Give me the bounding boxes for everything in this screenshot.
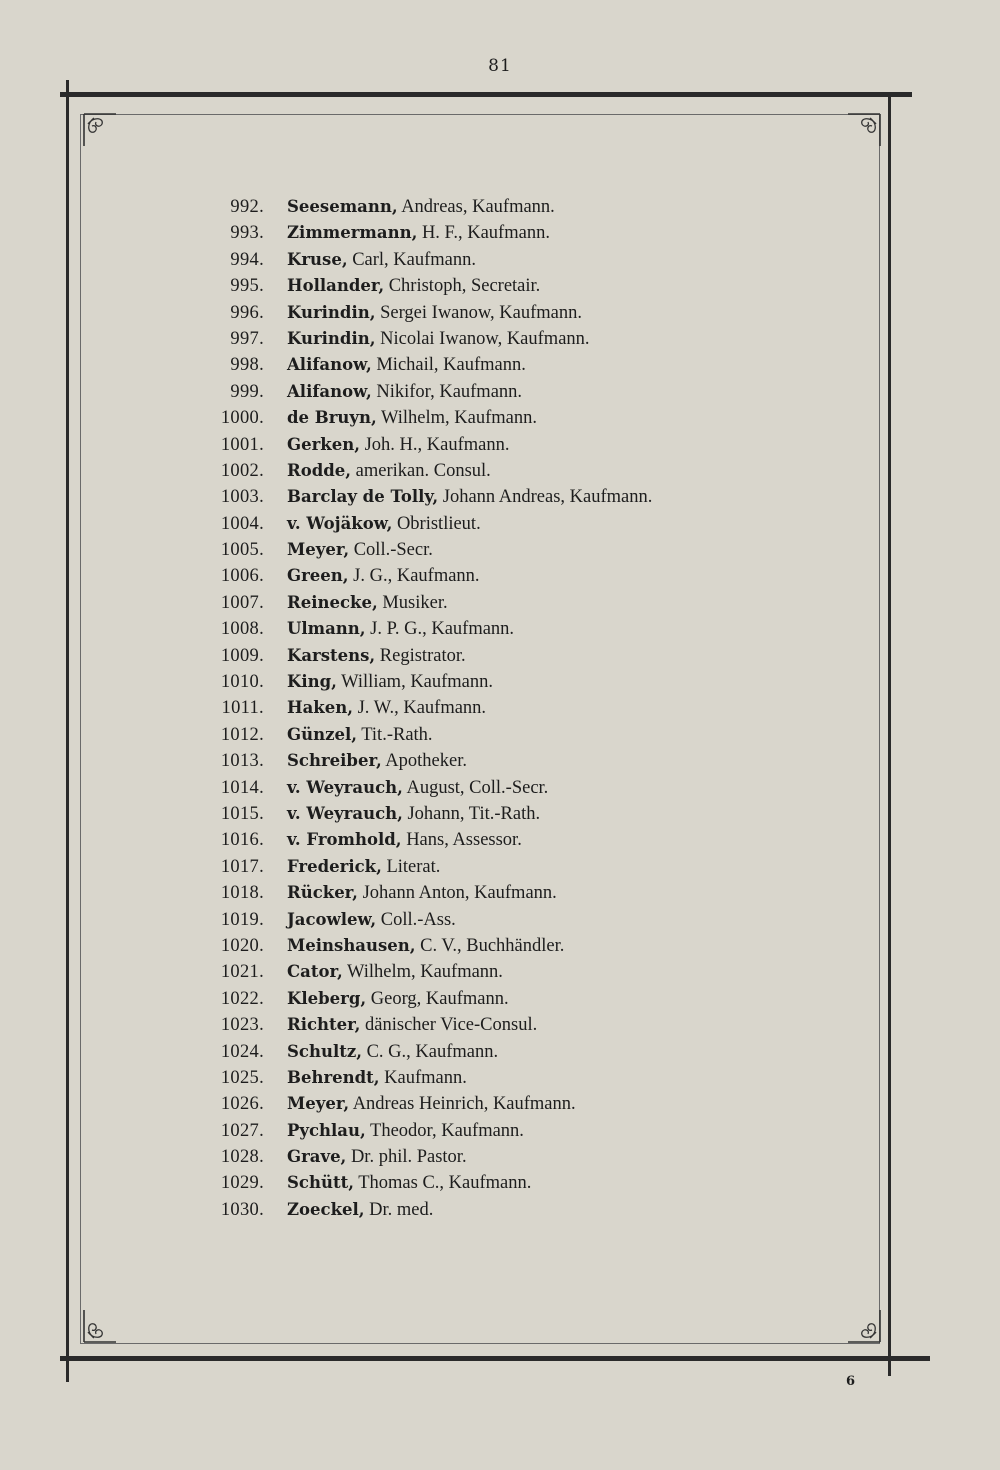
- list-item: [200, 643, 840, 669]
- entry-details: H. F., Kaufmann.: [417, 223, 550, 244]
- entry-details: Nicolai Iwanow, Kaufmann.: [375, 328, 590, 349]
- list-item: [200, 1118, 840, 1144]
- list-item: [200, 590, 840, 616]
- list-item: [200, 1144, 840, 1170]
- entry-number: 1008.: [220, 619, 264, 640]
- list-item: [200, 511, 840, 537]
- entry-surname: Rodde,: [287, 460, 352, 480]
- entry-surname: v. Weyrauch,: [287, 803, 403, 823]
- list-item: [200, 405, 840, 431]
- entry-details: Kaufmann.: [379, 1067, 467, 1088]
- entry-number: 1000.: [220, 408, 264, 429]
- list-item: [200, 432, 840, 458]
- entry-number: 1003.: [220, 487, 264, 508]
- entry-details: Andreas, Kaufmann.: [397, 197, 555, 217]
- entry-details: Joh. H., Kaufmann.: [359, 434, 510, 455]
- entry-details: Obristlieut.: [392, 513, 481, 534]
- entry-details: Christoph, Secretair.: [384, 276, 541, 297]
- list-item: [200, 326, 840, 352]
- entry-number: 1002.: [220, 460, 264, 481]
- list-item: [200, 1091, 840, 1117]
- corner-ornament-bottom-left-icon: [80, 1306, 120, 1346]
- entry-number: 1011.: [221, 698, 264, 719]
- entry-surname: v. Wojäkow,: [287, 513, 393, 533]
- entry-details: Georg, Kaufmann.: [366, 988, 509, 1009]
- entry-details: C. V., Buchhändler.: [415, 935, 565, 956]
- entry-surname: Behrendt,: [287, 1067, 380, 1087]
- entry-number: 1026.: [220, 1094, 264, 1115]
- entry-number: 1004.: [220, 513, 264, 534]
- entry-details: Dr. med.: [364, 1199, 434, 1220]
- list-item: [200, 722, 840, 748]
- entry-details: Johann, Tit.-Rath.: [402, 803, 541, 824]
- entry-surname: Pychlau,: [287, 1120, 366, 1140]
- list-item: [200, 986, 840, 1012]
- entry-number: 1022.: [220, 988, 264, 1009]
- entry-details: C. G., Kaufmann.: [361, 1041, 499, 1062]
- entry-details: Dr. phil. Pastor.: [346, 1147, 467, 1168]
- entry-surname: Schütt,: [287, 1173, 354, 1193]
- entry-number: 1010.: [220, 672, 264, 693]
- entry-details: amerikan. Consul.: [351, 460, 491, 481]
- entry-surname: de Bruyn,: [287, 408, 377, 428]
- entry-surname: Barclay de Tolly,: [287, 487, 439, 507]
- entry-surname: Meyer,: [287, 1094, 350, 1114]
- entry-details: Sergei Iwanow, Kaufmann.: [375, 302, 583, 323]
- entry-surname: Ulmann,: [287, 619, 366, 639]
- list-item: [200, 695, 840, 721]
- list-item: [200, 959, 840, 985]
- bottom-rule: [60, 1356, 930, 1361]
- entry-surname: Jacowlew,: [287, 909, 377, 929]
- entry-details: August, Coll.-Secr.: [402, 777, 549, 798]
- entry-details: Thomas C., Kaufmann.: [353, 1173, 532, 1194]
- entry-number: 1012.: [220, 724, 264, 745]
- list-item: [200, 827, 840, 853]
- register-list: [200, 194, 840, 1223]
- left-rule: [66, 80, 69, 1382]
- entry-number: 1001.: [220, 434, 264, 455]
- entry-number: 993.: [230, 223, 264, 244]
- entry-number: 1020.: [220, 935, 264, 956]
- page-number: 81: [488, 56, 512, 76]
- entry-surname: Hollander,: [287, 276, 385, 296]
- entry-surname: v. Fromhold,: [287, 830, 402, 850]
- entry-number: 996.: [230, 302, 264, 323]
- corner-ornament-bottom-right-icon: [844, 1306, 884, 1346]
- entry-surname: Zimmermann,: [287, 223, 418, 243]
- entry-number: 1029.: [220, 1173, 264, 1194]
- entry-details: Wilhelm, Kaufmann.: [376, 408, 537, 429]
- list-item: [200, 220, 840, 246]
- entry-details: Wilhelm, Kaufmann.: [342, 962, 503, 983]
- entry-details: Johann Anton, Kaufmann.: [357, 883, 557, 904]
- list-item: [200, 563, 840, 589]
- entry-surname: Grave,: [287, 1147, 347, 1167]
- entry-surname: v. Weyrauch,: [287, 777, 403, 797]
- entry-details: Nikifor, Kaufmann.: [371, 381, 523, 402]
- entry-number: 1025.: [220, 1067, 264, 1088]
- entry-details: Michail, Kaufmann.: [371, 355, 526, 376]
- entry-number: 995.: [230, 276, 264, 297]
- entry-surname: Alifanow,: [287, 381, 372, 401]
- entry-details: Literat.: [381, 856, 441, 877]
- entry-surname: Schreiber,: [287, 751, 382, 771]
- entry-surname: Alifanow,: [287, 355, 372, 375]
- entry-details: dänischer Vice-Consul.: [360, 1015, 538, 1036]
- right-rule: [888, 96, 891, 1376]
- entry-number: 1013.: [220, 751, 264, 772]
- entry-surname: Kruse,: [287, 249, 348, 269]
- entry-number: 1016.: [220, 830, 264, 851]
- entry-details: Coll.-Ass.: [376, 909, 456, 930]
- entry-number: 998.: [230, 355, 264, 376]
- list-item: [200, 907, 840, 933]
- entry-surname: Green,: [287, 566, 349, 586]
- entry-number: 1009.: [220, 645, 264, 666]
- entry-details: Johann Andreas, Kaufmann.: [438, 487, 653, 508]
- entry-details: Musiker.: [377, 592, 448, 613]
- list-item: [200, 1065, 840, 1091]
- entry-number: 1007.: [220, 592, 264, 613]
- list-item: [200, 775, 840, 801]
- entry-details: J. W., Kaufmann.: [352, 698, 487, 719]
- entry-surname: Gerken,: [287, 434, 360, 454]
- entry-surname: Seesemann,: [287, 197, 398, 216]
- entry-details: Andreas Heinrich, Kaufmann.: [349, 1094, 576, 1115]
- entry-surname: Meyer,: [287, 540, 350, 560]
- list-item: [200, 880, 840, 906]
- list-item: [200, 458, 840, 484]
- entry-number: 1027.: [220, 1120, 264, 1141]
- entry-details: J. P. G., Kaufmann.: [365, 619, 515, 640]
- list-item: [200, 616, 840, 642]
- entry-number: 992.: [230, 197, 264, 217]
- top-rule: [60, 92, 912, 97]
- entry-number: 1019.: [220, 909, 264, 930]
- list-item: [200, 273, 840, 299]
- entry-number: 1023.: [220, 1015, 264, 1036]
- entry-number: 1030.: [220, 1199, 264, 1220]
- entry-surname: Richter,: [287, 1015, 361, 1035]
- entry-number: 994.: [230, 249, 264, 270]
- entry-surname: Meinshausen,: [287, 935, 416, 955]
- entry-details: Apotheker.: [381, 751, 467, 772]
- entry-surname: Karstens,: [287, 645, 376, 665]
- entry-number: 1021.: [220, 962, 264, 983]
- corner-ornament-top-right-icon: [844, 110, 884, 150]
- entry-number: 999.: [230, 381, 264, 402]
- list-item: [200, 669, 840, 695]
- entry-number: 1005.: [220, 540, 264, 561]
- list-item: [200, 748, 840, 774]
- list-item: [200, 194, 840, 220]
- entry-surname: Cator,: [287, 962, 343, 982]
- entry-number: 997.: [230, 328, 264, 349]
- entry-details: Theodor, Kaufmann.: [365, 1120, 524, 1141]
- list-item: [200, 1039, 840, 1065]
- entry-number: 1006.: [220, 566, 264, 587]
- entry-surname: Kurindin,: [287, 328, 376, 348]
- list-item: [200, 933, 840, 959]
- list-item: [200, 801, 840, 827]
- entry-details: Coll.-Secr.: [349, 540, 433, 561]
- entry-surname: Haken,: [287, 698, 353, 718]
- entry-surname: Reinecke,: [287, 592, 378, 612]
- list-item: [200, 484, 840, 510]
- entry-surname: Zoeckel,: [287, 1199, 365, 1219]
- entry-surname: Kurindin,: [287, 302, 376, 322]
- entry-details: Hans, Assessor.: [401, 830, 522, 851]
- corner-ornament-top-left-icon: [80, 110, 120, 150]
- list-item: [200, 352, 840, 378]
- entry-details: Carl, Kaufmann.: [347, 249, 476, 270]
- entry-number: 1028.: [220, 1147, 264, 1168]
- entry-details: Tit.-Rath.: [356, 724, 433, 745]
- entry-surname: Günzel,: [287, 724, 357, 744]
- list-item: [200, 379, 840, 405]
- list-item: [200, 300, 840, 326]
- entry-surname: Schultz,: [287, 1041, 362, 1061]
- signature-mark: 6: [846, 1374, 856, 1389]
- entry-number: 1024.: [220, 1041, 264, 1062]
- list-item: [200, 1170, 840, 1196]
- entry-details: Registrator.: [375, 645, 466, 666]
- entry-number: 1015.: [220, 803, 264, 824]
- list-item: [200, 537, 840, 563]
- list-item: [200, 247, 840, 273]
- entry-surname: King,: [287, 672, 337, 692]
- entry-number: 1014.: [220, 777, 264, 798]
- entry-number: 1018.: [220, 883, 264, 904]
- entry-surname: Rücker,: [287, 883, 358, 903]
- entry-surname: Frederick,: [287, 856, 382, 876]
- entry-details: J. G., Kaufmann.: [348, 566, 480, 587]
- entry-surname: Kleberg,: [287, 988, 367, 1008]
- list-item: [200, 854, 840, 880]
- entry-number: 1017.: [220, 856, 264, 877]
- entry-details: William, Kaufmann.: [336, 672, 494, 693]
- list-item: [200, 1197, 840, 1223]
- list-item: [200, 1012, 840, 1038]
